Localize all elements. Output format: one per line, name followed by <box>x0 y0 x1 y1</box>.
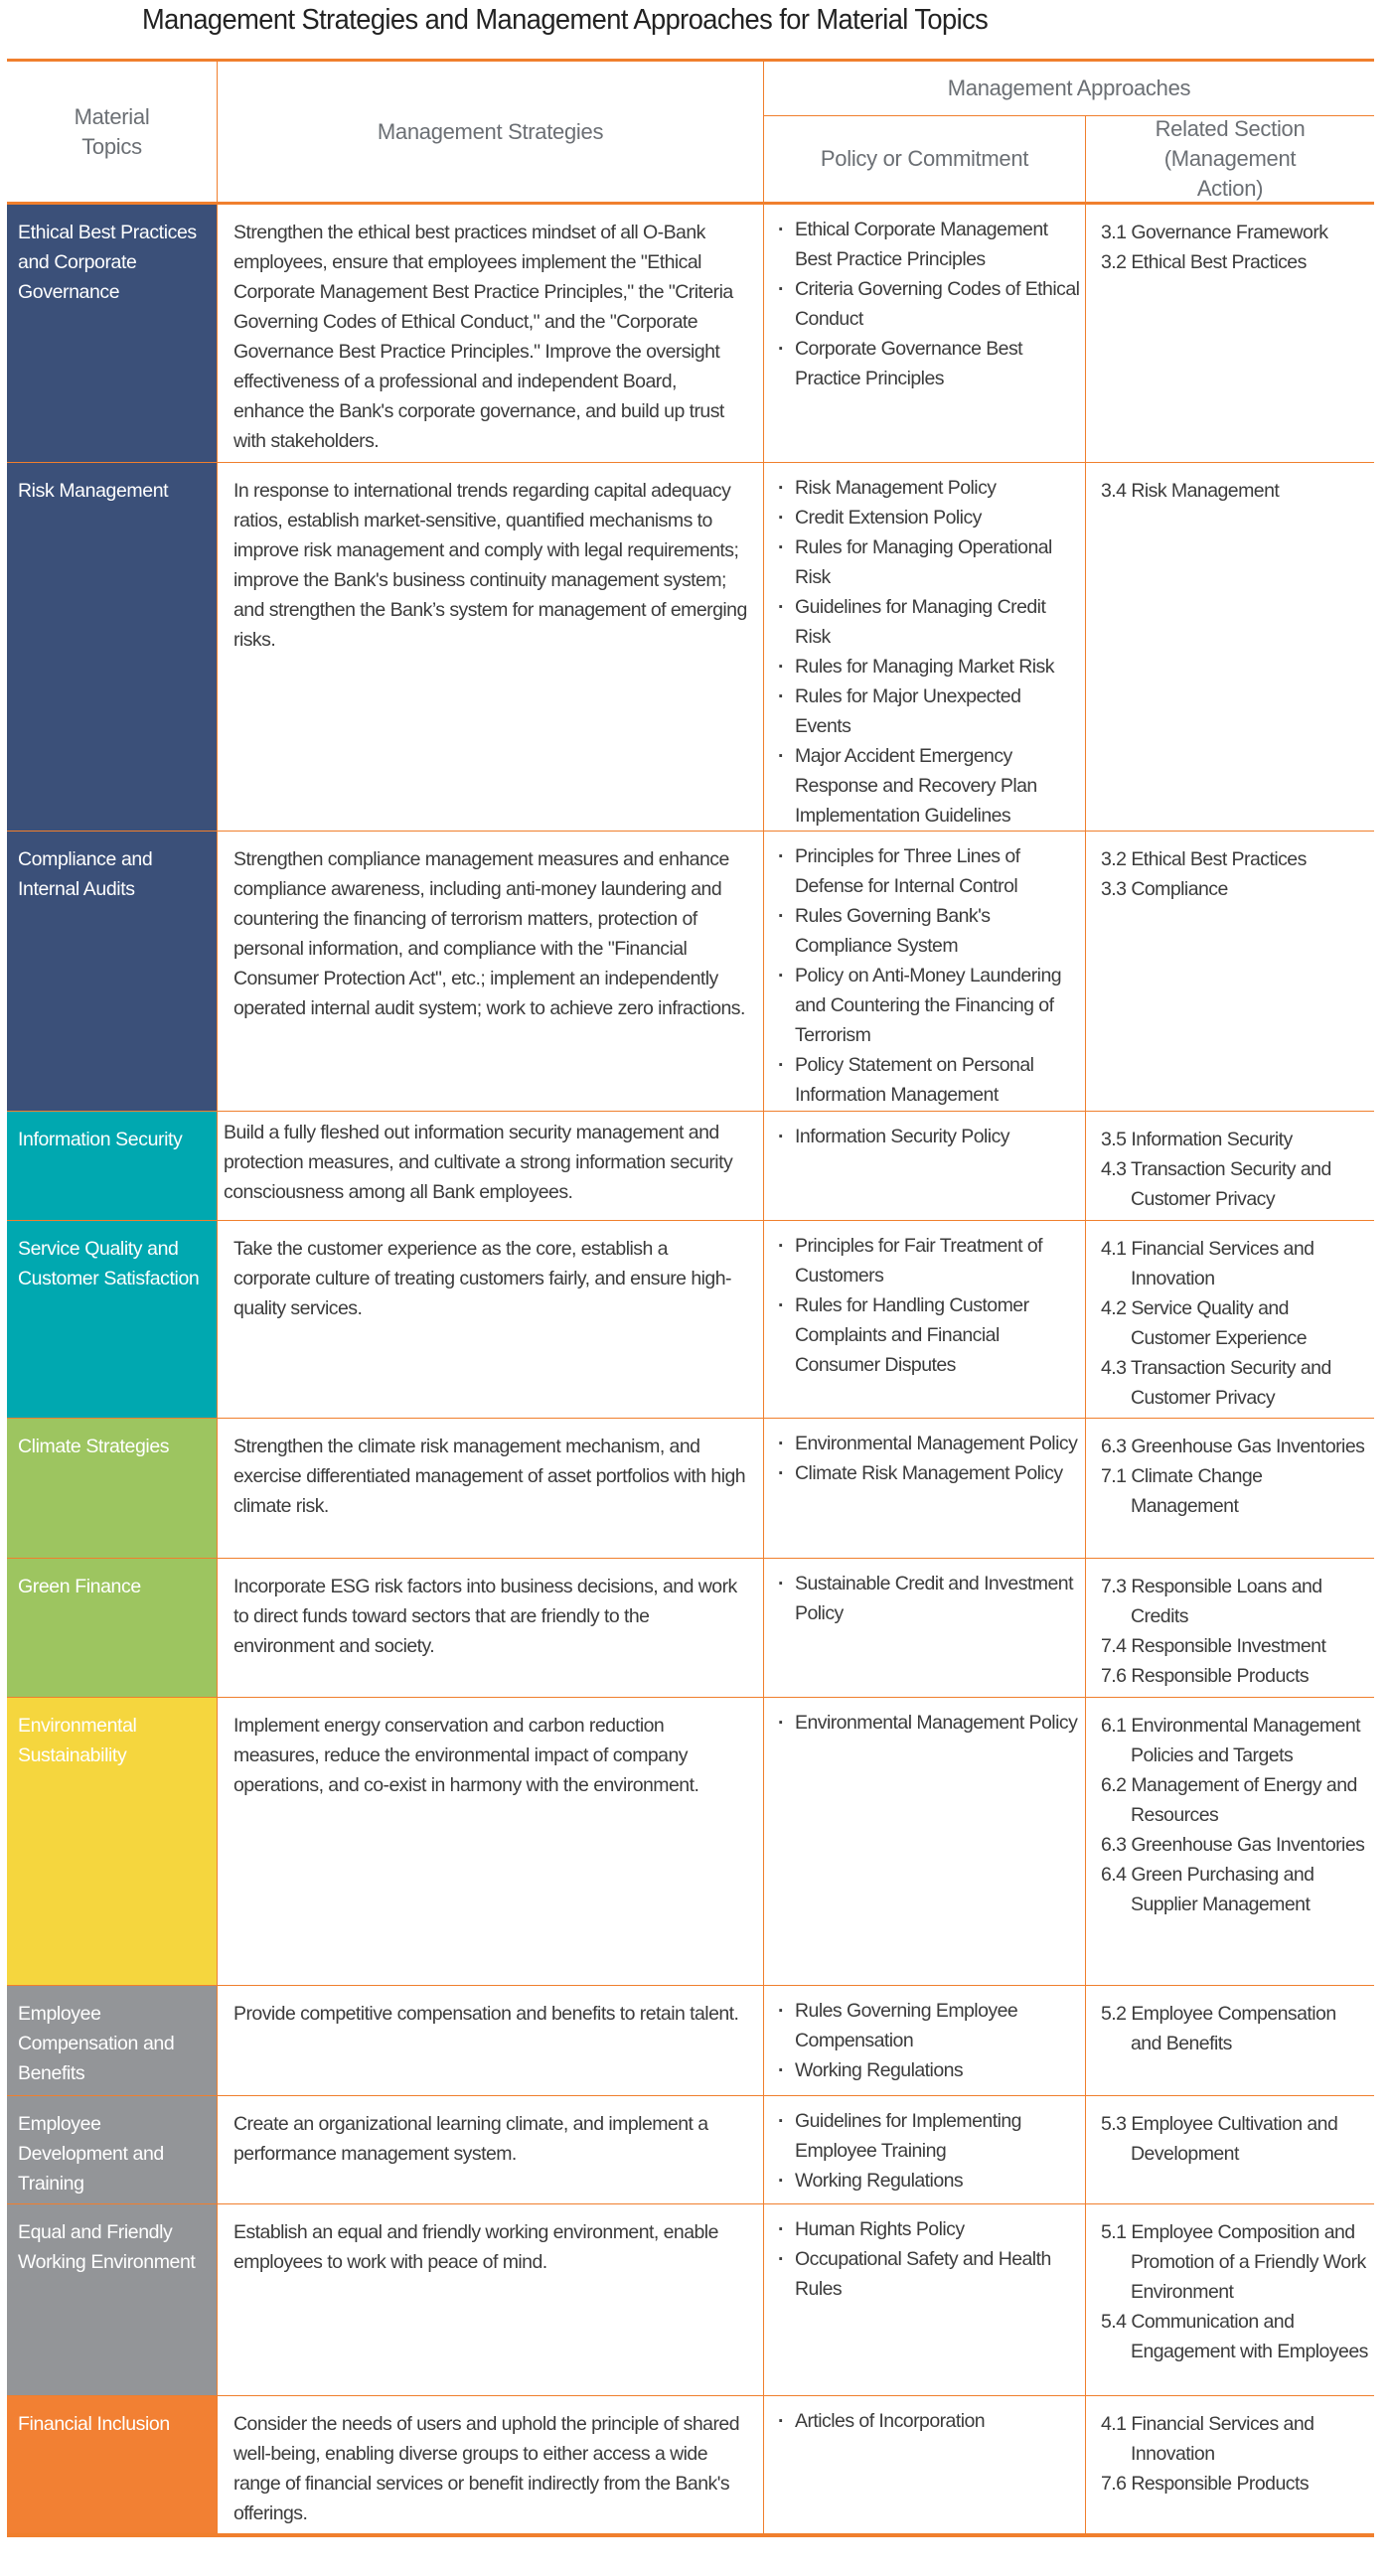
policy-item: · Principles for Fair Treatment of Customers <box>778 1231 1081 1290</box>
section-item: 4.3 Transaction Security and Customer Privacy <box>1101 1357 1331 1409</box>
section-list <box>1101 1572 1370 1691</box>
policy-item: · Information Security Policy <box>778 1122 1081 1151</box>
policy-cell <box>763 2096 1085 2203</box>
section-item: 6.2 Management of Energy and Resources <box>1101 1774 1357 1826</box>
material-topic-cell: Information Security <box>7 1112 217 1220</box>
related-section-cell <box>1085 2204 1374 2395</box>
policy-list <box>778 1122 1081 1151</box>
material-topic-cell: Ethical Best Practices and Corporate Governance <box>7 205 217 462</box>
policy-item: · Rules Governing Employee Compensation <box>778 1996 1081 2055</box>
policy-cell <box>763 2204 1085 2395</box>
material-topic-cell: Environmental Sustainability <box>7 1698 217 1985</box>
policy-item: · Corporate Governance Best Practice Principles <box>778 334 1081 393</box>
page-title: Management Strategies and Management Approaches for Material Topics <box>142 4 989 36</box>
policy-item: · Environmental Management Policy <box>778 1429 1081 1458</box>
material-topic-cell: Employee Compensation and Benefits <box>7 1986 217 2095</box>
section-item: 5.1 Employee Composition and Promotion of a Friendly Work Environment <box>1101 2221 1366 2303</box>
section-item: 7.3 Responsible Loans and Credits <box>1101 1576 1322 1627</box>
policy-list <box>778 1429 1081 1488</box>
section-item: 3.1 Governance Framework <box>1101 222 1328 243</box>
section-list <box>1101 218 1370 277</box>
policy-cell <box>763 463 1085 831</box>
section-list <box>1101 1234 1370 1413</box>
policy-list <box>778 1708 1081 1738</box>
management-strategy-cell: Provide competitive compensation and benefits to retain talent. <box>217 1986 763 2095</box>
section-list <box>1101 2409 1370 2499</box>
material-topic-cell: Service Quality and Customer Satisfaction <box>7 1221 217 1418</box>
section-item: 4.1 Financial Services and Innovation <box>1101 2413 1314 2465</box>
related-section-cell <box>1085 1986 1374 2095</box>
section-item: 7.6 Responsible Products <box>1101 1665 1310 1687</box>
related-section-cell <box>1085 1559 1374 1697</box>
material-topic-cell: Climate Strategies <box>7 1419 217 1558</box>
policy-item: · Ethical Corporate Management Best Practice Principles <box>778 215 1081 274</box>
related-section-cell <box>1085 1112 1374 1220</box>
policy-item: · Risk Management Policy <box>778 473 1081 503</box>
policy-item: · Climate Risk Management Policy <box>778 1458 1081 1488</box>
policy-list <box>778 1231 1081 1380</box>
section-list <box>1101 844 1370 904</box>
material-topic-cell: Financial Inclusion <box>7 2396 217 2533</box>
related-section-cell <box>1085 205 1374 462</box>
table-row <box>7 205 1374 463</box>
policy-cell <box>763 205 1085 462</box>
management-strategy-cell: Take the customer experience as the core, establish a corporate culture of treating customers fairly, and ensure high-quality services. <box>217 1221 763 1418</box>
table-row <box>7 1221 1374 1419</box>
policy-list <box>778 215 1081 393</box>
related-section-cell <box>1085 832 1374 1111</box>
policy-item: · Rules Governing Bank's Compliance System <box>778 901 1081 961</box>
management-strategy-cell: Strengthen compliance management measures and enhance compliance awareness, including anti-money laundering and countering the financing of terrorism matters, protection of personal information, and compliance with the "Financial Consumer Protection Act", etc.; implement an independently operated internal audit system; work to achieve zero infractions. <box>217 832 763 1111</box>
section-list <box>1101 1711 1370 1919</box>
header-material-topics: Material Topics <box>74 103 150 159</box>
section-item: 6.4 Green Purchasing and Supplier Management <box>1101 1864 1314 1915</box>
material-topic-cell: Employee Development and Training <box>7 2096 217 2203</box>
table-row <box>7 1419 1374 1559</box>
material-topic-cell: Equal and Friendly Working Environment <box>7 2204 217 2395</box>
policy-item: · Guidelines for Implementing Employee Training <box>778 2106 1081 2166</box>
policy-list <box>778 2406 1081 2436</box>
policy-cell <box>763 1986 1085 2095</box>
related-section-cell <box>1085 463 1374 831</box>
policy-item: · Policy Statement on Personal Information Management <box>778 1050 1081 1110</box>
section-item: 4.2 Service Quality and Customer Experience <box>1101 1297 1308 1349</box>
table-row <box>7 1698 1374 1986</box>
policy-item: · Occupational Safety and Health Rules <box>778 2244 1081 2304</box>
policy-list <box>778 2106 1081 2196</box>
related-section-cell <box>1085 1221 1374 1418</box>
management-strategy-cell: Build a fully fleshed out information security management and protection measures, and cultivate a strong information security consciousness among all Bank employees. <box>217 1112 763 1220</box>
table-row <box>7 1986 1374 2096</box>
management-strategy-cell: Consider the needs of users and uphold the principle of shared well-being, enabling diverse groups to either access a wide range of financial services or benefit indirectly from the Bank's offerings. <box>217 2396 763 2533</box>
management-strategy-cell: Strengthen the climate risk management mechanism, and exercise differentiated management of asset portfolios with high climate risk. <box>217 1419 763 1558</box>
section-item: 3.3 Compliance <box>1101 878 1228 900</box>
policy-item: · Environmental Management Policy <box>778 1708 1081 1738</box>
table-row <box>7 2096 1374 2204</box>
policy-item: · Working Regulations <box>778 2166 1081 2196</box>
policy-item: · Sustainable Credit and Investment Policy <box>778 1569 1081 1628</box>
header-related-section: Related Section (Management Action) <box>1155 116 1306 201</box>
related-section-cell <box>1085 1419 1374 1558</box>
table-header <box>7 62 1374 202</box>
section-item: 4.3 Transaction Security and Customer Privacy <box>1101 1158 1331 1210</box>
policy-item: · Principles for Three Lines of Defense for Internal Control <box>778 841 1081 901</box>
policy-item: · Human Rights Policy <box>778 2214 1081 2244</box>
section-item: 5.2 Employee Compensation and Benefits <box>1101 2003 1336 2054</box>
policy-list <box>778 841 1081 1110</box>
policy-item: · Policy on Anti-Money Laundering and Countering the Financing of Terrorism <box>778 961 1081 1050</box>
policy-item: · Rules for Managing Operational Risk <box>778 532 1081 592</box>
management-strategy-cell: Implement energy conservation and carbon reduction measures, reduce the environmental impact of company operations, and co-exist in harmony with the environment. <box>217 1698 763 1985</box>
table-row <box>7 463 1374 832</box>
section-item: 7.1 Climate Change Management <box>1101 1465 1263 1517</box>
section-item: 7.6 Responsible Products <box>1101 2473 1310 2495</box>
policy-cell <box>763 2396 1085 2533</box>
section-item: 4.1 Financial Services and Innovation <box>1101 1238 1314 1289</box>
policy-list <box>778 2214 1081 2304</box>
related-section-cell <box>1085 2396 1374 2533</box>
material-topic-cell: Compliance and Internal Audits <box>7 832 217 1111</box>
section-item: 5.4 Communication and Engagement with Employees <box>1101 2311 1368 2362</box>
policy-item: · Rules for Handling Customer Complaints and Financial Consumer Disputes <box>778 1290 1081 1380</box>
table-bottom-border <box>7 2533 1374 2537</box>
related-section-cell <box>1085 2096 1374 2203</box>
policy-cell <box>763 1419 1085 1558</box>
policy-item: · Working Regulations <box>778 2055 1081 2085</box>
management-strategy-cell: Create an organizational learning climate, and implement a performance management system. <box>217 2096 763 2203</box>
table-row <box>7 2204 1374 2396</box>
section-list <box>1101 476 1370 506</box>
header-management-approaches: Management Approaches <box>947 76 1191 100</box>
section-item: 5.3 Employee Cultivation and Development <box>1101 2113 1338 2165</box>
section-item: 3.2 Ethical Best Practices <box>1101 848 1307 870</box>
section-item: 6.1 Environmental Management Policies and Targets <box>1101 1715 1361 1766</box>
policy-item: · Credit Extension Policy <box>778 503 1081 532</box>
policy-cell <box>763 832 1085 1111</box>
policy-item: · Major Accident Emergency Response and Recovery Plan Implementation Guidelines <box>778 741 1081 831</box>
management-strategy-cell: Establish an equal and friendly working environment, enable employees to work with peace of mind. <box>217 2204 763 2395</box>
section-list <box>1101 1432 1370 1521</box>
section-list <box>1101 2217 1370 2366</box>
section-list <box>1101 1999 1370 2058</box>
header-management-strategies: Management Strategies <box>377 118 604 144</box>
policy-item: · Guidelines for Managing Credit Risk <box>778 592 1081 652</box>
section-item: 3.4 Risk Management <box>1101 480 1280 502</box>
policy-list <box>778 1569 1081 1628</box>
section-item: 6.3 Greenhouse Gas Inventories <box>1101 1834 1365 1856</box>
related-section-cell <box>1085 1698 1374 1985</box>
material-topic-cell: Green Finance <box>7 1559 217 1697</box>
material-topic-cell: Risk Management <box>7 463 217 831</box>
section-item: 7.4 Responsible Investment <box>1101 1635 1326 1657</box>
policy-cell <box>763 1221 1085 1418</box>
policy-list <box>778 473 1081 831</box>
section-item: 3.2 Ethical Best Practices <box>1101 251 1307 273</box>
management-strategy-cell: Incorporate ESG risk factors into business decisions, and work to direct funds toward sectors that are friendly to the environment and society. <box>217 1559 763 1697</box>
policy-cell <box>763 1559 1085 1697</box>
header-policy-or-commitment: Policy or Commitment <box>820 146 1029 171</box>
section-list <box>1101 2109 1370 2169</box>
table-body <box>7 205 1374 2533</box>
material-topics-table <box>7 59 1374 2537</box>
policy-list <box>778 1996 1081 2085</box>
section-item: 6.3 Greenhouse Gas Inventories <box>1101 1436 1365 1457</box>
section-item: 3.5 Information Security <box>1101 1129 1293 1150</box>
table-row <box>7 1112 1374 1221</box>
policy-cell <box>763 1112 1085 1220</box>
policy-item: · Rules for Managing Market Risk <box>778 652 1081 682</box>
management-strategy-cell: In response to international trends regarding capital adequacy ratios, establish market-sensitive, quantified mechanisms to improve risk management and comply with legal requirements; improve the Bank's business continuity management system; and strengthen the Bank’s system for management of emerging risks. <box>217 463 763 831</box>
policy-cell <box>763 1698 1085 1985</box>
section-list <box>1101 1125 1370 1214</box>
table-row <box>7 1559 1374 1698</box>
policy-item: · Articles of Incorporation <box>778 2406 1081 2436</box>
table-row <box>7 2396 1374 2533</box>
policy-item: · Criteria Governing Codes of Ethical Conduct <box>778 274 1081 334</box>
policy-item: · Rules for Major Unexpected Events <box>778 682 1081 741</box>
table-row <box>7 832 1374 1112</box>
management-strategy-cell: Strengthen the ethical best practices mindset of all O-Bank employees, ensure that employees implement the "Ethical Corporate Management Best Practice Principles," the "Criteria Governing Codes of Ethical Conduct," and the "Corporate Governance Best Practice Principles." Improve the oversight effectiveness of a professional and independent Board, enhance the Bank's corporate governance, and build up trust with stakeholders. <box>217 205 763 462</box>
